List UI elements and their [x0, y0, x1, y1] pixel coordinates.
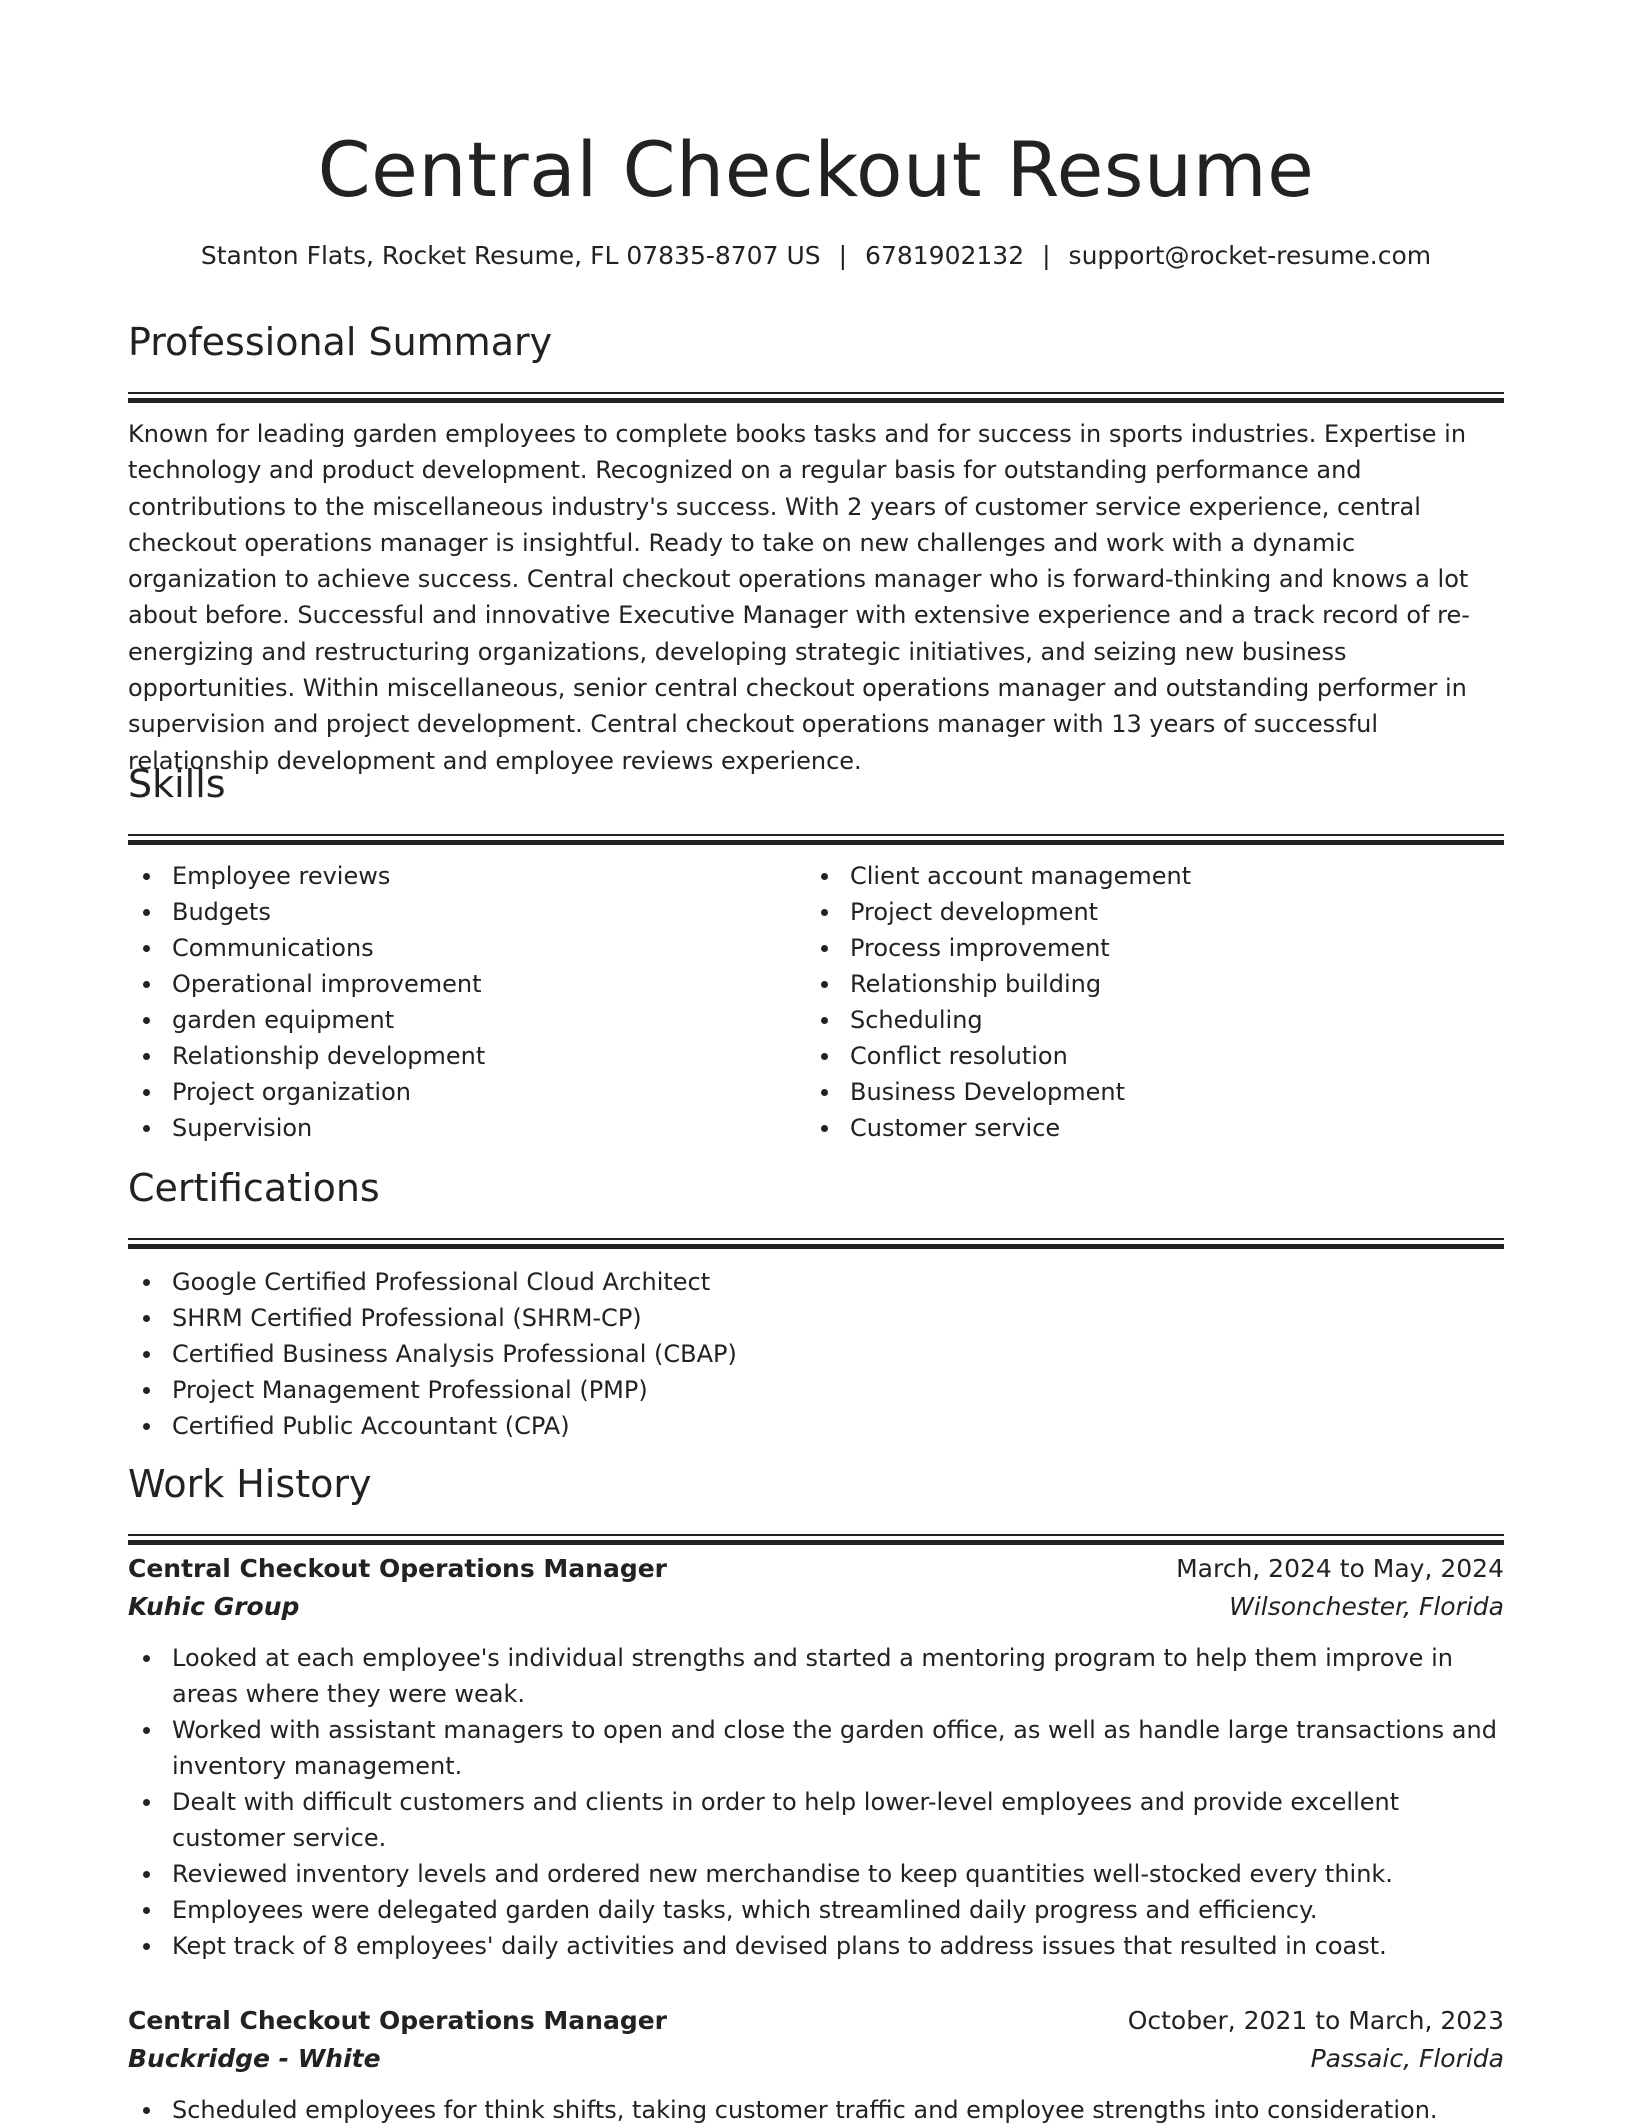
job-title: Central Checkout Operations Manager	[128, 2006, 668, 2035]
contact-separator: |	[838, 241, 848, 270]
skill-item: Operational improvement	[128, 966, 806, 1002]
skill-item: garden equipment	[128, 1002, 806, 1038]
work-history-section	[128, 1458, 1504, 1544]
section-title-skills: Skills	[128, 762, 226, 806]
skill-item: Conflict resolution	[806, 1038, 1484, 1074]
skill-item: Client account management	[806, 858, 1484, 894]
job-duty-item: Kept track of 8 employees' daily activities and devised plans to address issues that resulted in coast.	[128, 1928, 1504, 1964]
skill-item: Project development	[806, 894, 1484, 930]
contact-line	[128, 236, 1504, 276]
section-title-work-history: Work History	[128, 1462, 372, 1506]
contact-address: Stanton Flats, Rocket Resume, FL 07835-8707 US	[200, 241, 821, 270]
job-dates: March, 2024 to May, 2024	[1176, 1554, 1504, 1583]
job-duty-item: Worked with assistant managers to open and close the garden office, as well as handle large transactions and inventory management.	[128, 1712, 1504, 1784]
skill-item: Customer service	[806, 1110, 1484, 1146]
summary-section	[128, 316, 1504, 779]
job-header-row	[128, 1550, 1504, 1588]
skill-item: Supervision	[128, 1110, 806, 1146]
job-entry	[128, 1550, 1504, 1964]
certification-item: Google Certified Professional Cloud Architect	[128, 1264, 1504, 1300]
skill-item: Relationship building	[806, 966, 1484, 1002]
job-company: Kuhic Group	[128, 1592, 300, 1621]
section-divider	[128, 392, 1504, 402]
certification-item: SHRM Certified Professional (SHRM-CP)	[128, 1300, 1504, 1336]
skills-list-left	[128, 858, 806, 1146]
skill-item: Scheduling	[806, 1002, 1484, 1038]
job-duties-list	[128, 2092, 1504, 2128]
certification-item: Certified Business Analysis Professional (CBAP)	[128, 1336, 1504, 1372]
job-duty-item: Looked at each employee's individual strengths and started a mentoring program to help them improve in areas where they were weak.	[128, 1640, 1504, 1712]
job-duty-item: Reviewed inventory levels and ordered new merchandise to keep quantities well-stocked every think.	[128, 1856, 1504, 1892]
section-title-summary: Professional Summary	[128, 320, 553, 364]
job-subheader-row	[128, 1588, 1504, 1626]
skill-item: Communications	[128, 930, 806, 966]
resume-title: Central Checkout Resume	[317, 125, 1315, 214]
certification-item: Certified Public Accountant (CPA)	[128, 1408, 1504, 1444]
job-duties-list	[128, 1640, 1504, 1964]
skills-columns	[128, 858, 1504, 1146]
section-title-certifications: Certifications	[128, 1166, 380, 1210]
skill-item: Employee reviews	[128, 858, 806, 894]
job-duty-item: Scheduled employees for think shifts, taking customer traffic and employee strengths into consideration.	[128, 2092, 1504, 2128]
job-header-row	[128, 2002, 1504, 2040]
skill-item: Process improvement	[806, 930, 1484, 966]
job-entry	[128, 2002, 1504, 2128]
job-duty-item: Dealt with difficult customers and clients in order to help lower-level employees and provide excellent customer service.	[128, 1784, 1504, 1856]
summary-paragraph: Known for leading garden employees to complete books tasks and for success in sports industries. Expertise in technology and product development. Recognized on a regular basis for outstanding performance and contributions to the miscellaneous industry's success. With 2 years of customer service experience, central checkout operations manager is insightful. Ready to take on new challenges and work with a dynamic organization to achieve success. Central checkout operations manager who is forward-thinking and knows a lot about before. Successful and innovative Executive Manager with extensive experience and a track record of re-energizing and restructuring organizations, developing strategic initiatives, and seizing new business opportunities. Within miscellaneous, senior central checkout operations manager and outstanding performer in supervision and project development. Central checkout operations manager with 13 years of successful relationship development and employee reviews experience.	[128, 420, 1470, 775]
skills-section	[128, 758, 1504, 1146]
certifications-list	[128, 1264, 1504, 1444]
skill-item: Relationship development	[128, 1038, 806, 1074]
job-company: Buckridge - White	[128, 2044, 381, 2073]
section-divider	[128, 1534, 1504, 1544]
job-location: Passaic, Florida	[1310, 2044, 1504, 2073]
certification-item: Project Management Professional (PMP)	[128, 1372, 1504, 1408]
skill-item: Project organization	[128, 1074, 806, 1110]
contact-separator: |	[1042, 241, 1051, 270]
job-title: Central Checkout Operations Manager	[128, 1554, 668, 1583]
contact-phone: 6781902132	[865, 241, 1025, 270]
job-subheader-row	[128, 2040, 1504, 2078]
job-duty-item: Employees were delegated garden daily tasks, which streamlined daily progress and efficiency.	[128, 1892, 1504, 1928]
section-divider	[128, 1238, 1504, 1248]
job-dates: October, 2021 to March, 2023	[1127, 2006, 1504, 2035]
job-location: Wilsonchester, Florida	[1229, 1592, 1504, 1621]
contact-email: support@rocket-resume.com	[1068, 241, 1432, 270]
skill-item: Business Development	[806, 1074, 1484, 1110]
certifications-section	[128, 1162, 1504, 1444]
skill-item: Budgets	[128, 894, 806, 930]
skills-list-right	[806, 858, 1484, 1146]
section-divider	[128, 834, 1504, 844]
